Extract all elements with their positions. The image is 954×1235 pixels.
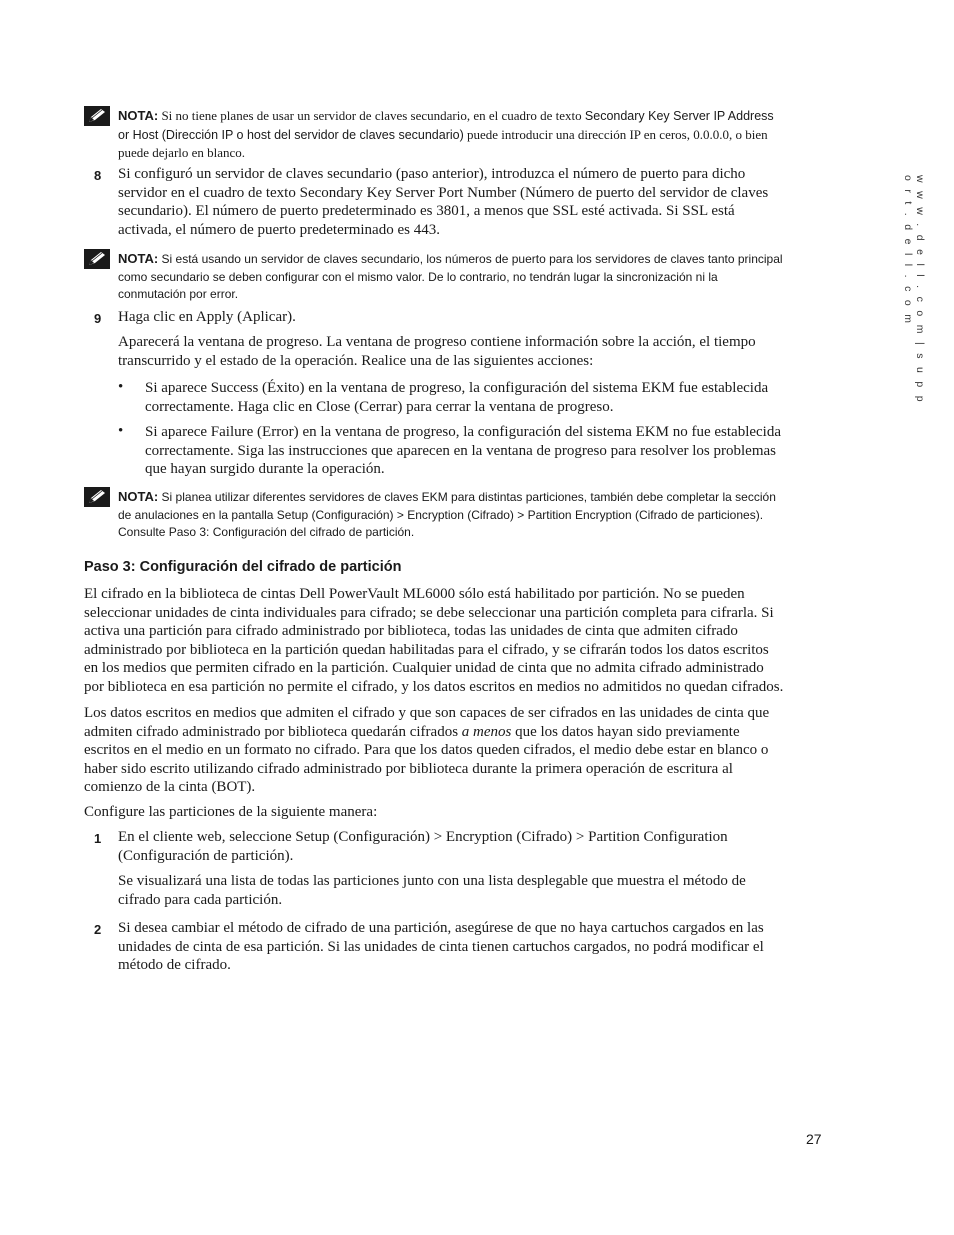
note-label: NOTA: [118, 108, 159, 123]
text: . [289, 847, 294, 864]
emphasis: a menos [461, 723, 512, 740]
note-pencil-icon [84, 106, 110, 126]
ui-reference: Secondary Key Server IP Address or Host (Dirección IP o host del servidor de claves secundario) [118, 109, 774, 142]
text: En el cliente web, seleccione [118, 829, 296, 845]
note-text: Si planea utilizar diferentes servidores de claves EKM para distintas particiones, también debe completar la sección de anulaciones en la pantalla [118, 490, 776, 522]
note-pencil-icon [84, 249, 110, 269]
note-text: Si está usando un servidor de claves secundario, los números de puerto para los servidores de claves tanto principal como secundario se deben configurar con el mismo valor. De lo contrario, no tendrán lugar la sincronización ni la conmutación por error. [118, 252, 783, 302]
note-text: . Consulte Paso 3: Configuración del cifrado de partición. [118, 507, 764, 540]
note-text: Si no tiene planes de usar un servidor de claves secundario, en el cuadro de texto [161, 108, 585, 123]
step-1-paragraph: Se visualizará una lista de todas las particiones junto con una lista desplegable que muestra el método de cifrado para cada partición. [118, 873, 746, 908]
ui-reference: Apply (Aplicar) [195, 309, 293, 325]
step-2-text: Si desea cambiar el método de cifrado de una partición, asegúrese de que no haya cartuchos cargados en las unidades de cinta de esa partición. Si las unidades de cinta tienen cartuchos cargados, no podrá modificar el método de cifrado. [118, 920, 764, 974]
page-number: 27 [806, 1131, 822, 1147]
body-paragraph: Configure las particiones de la siguiente manera: [84, 804, 378, 820]
note-label: NOTA: [118, 251, 159, 266]
section-heading: Paso 3: Configuración del cifrado de partición [84, 559, 402, 575]
step-8-text [118, 165, 786, 239]
text: Si aparece [145, 380, 211, 396]
note-3 [84, 487, 784, 542]
text: . El número de puerto predeterminado es 3801, a menos que SSL esté activada. Si SSL está activada, el número de puerto predeterminado es 443. [118, 203, 735, 238]
ui-reference: Close (Cerrar) [316, 398, 403, 415]
step-9-text [118, 308, 786, 327]
text: . [292, 309, 296, 325]
step-9-paragraph: Aparecerá la ventana de progreso. La ventana de progreso contiene información sobre la acción, el tiempo transcurrido y el estado de la operación. Realice una de las siguientes acciones: [118, 334, 756, 369]
text: Si aparece [145, 424, 211, 440]
step-number: 2 [94, 922, 102, 937]
note-label: NOTA: [118, 489, 159, 504]
text: que los datos hayan sido previamente escritos en el medio en un formato no cifrado. Para que los datos queden cifrados, el medio debe estar en blanco o haber sido escrito utilizando cifrado administrado por biblioteca durante la primera operación de escritura al comienzo de la cinta (BOT). [84, 723, 769, 796]
step-number: 1 [94, 831, 102, 846]
ui-reference: Success (Éxito) [210, 380, 305, 396]
bullet: • [118, 379, 124, 395]
bullet-text [145, 423, 786, 479]
ui-reference: Setup (Configuración) > Encryption (Cifrado) > Partition Encryption (Cifrado de particiones) [276, 507, 760, 522]
text: Haga clic en [118, 309, 196, 325]
text: Si configuró un servidor de claves secundario (paso anterior), introduzca el número de puerto para dicho servidor en el cuadro de texto [118, 166, 746, 201]
bullet-text [145, 379, 786, 416]
note-2 [84, 249, 784, 304]
note-pencil-icon [84, 487, 110, 507]
text: en la ventana de progreso, la configuración del sistema EKM fue establecida correctamente. Haga clic en [145, 380, 769, 415]
note-1 [84, 106, 784, 162]
text: Los datos escritos en medios que admiten el cifrado y que son capaces de ser cifrados en las unidades de cinta que admiten cifrado administrado por biblioteca quedarán cifrados [84, 705, 770, 740]
body-paragraph [84, 704, 786, 797]
text: para cerrar la ventana de progreso. [402, 398, 614, 415]
step-1-text [118, 828, 786, 865]
ui-reference: Secondary Key Server Port Number (Número de puerto del servidor de claves secundario) [118, 184, 769, 220]
step-number: 9 [94, 311, 102, 326]
body-paragraph: El cifrado en la biblioteca de cintas Dell PowerVault ML6000 sólo está habilitado por partición. No se pueden seleccionar unidades de cinta individuales para cifrado; se debe seleccionar una partición completa para cifrarla. Si activa una partición para cifrado administrado por biblioteca, todas las unidades de cinta que admiten cifrado administrado por biblioteca en la partición quedan habilitadas para el cifrado, y se cifrarán todos los datos escritos en los medios que permiten cifrado en la partición. Cualquier unidad de cinta que no admita cifrado administrado por biblioteca en esa partición no permite el cifrado, y los datos escritos en medios no admitidos no quedan cifrados. [84, 586, 784, 695]
ui-reference: Setup (Configuración) > Encryption (Cifrado) > Partition Configuration (Configuración de partición) [118, 829, 728, 864]
side-url: w w w . d e l l . c o m | s u p p o r t . d e l l . c o m [902, 175, 926, 405]
text: en la ventana de progreso, la configuración del sistema EKM no fue establecida correctamente. Siga las instrucciones que aparecen en la ventana de progreso para resolver los problemas que hayan surgido durante la operación. [145, 424, 782, 478]
step-number: 8 [94, 168, 102, 183]
ui-reference: Failure (Error) [210, 424, 299, 440]
bullet: • [118, 423, 124, 439]
note-text: puede introducir una dirección IP en ceros, 0.0.0.0, o bien puede dejarlo en blanco. [118, 126, 768, 161]
